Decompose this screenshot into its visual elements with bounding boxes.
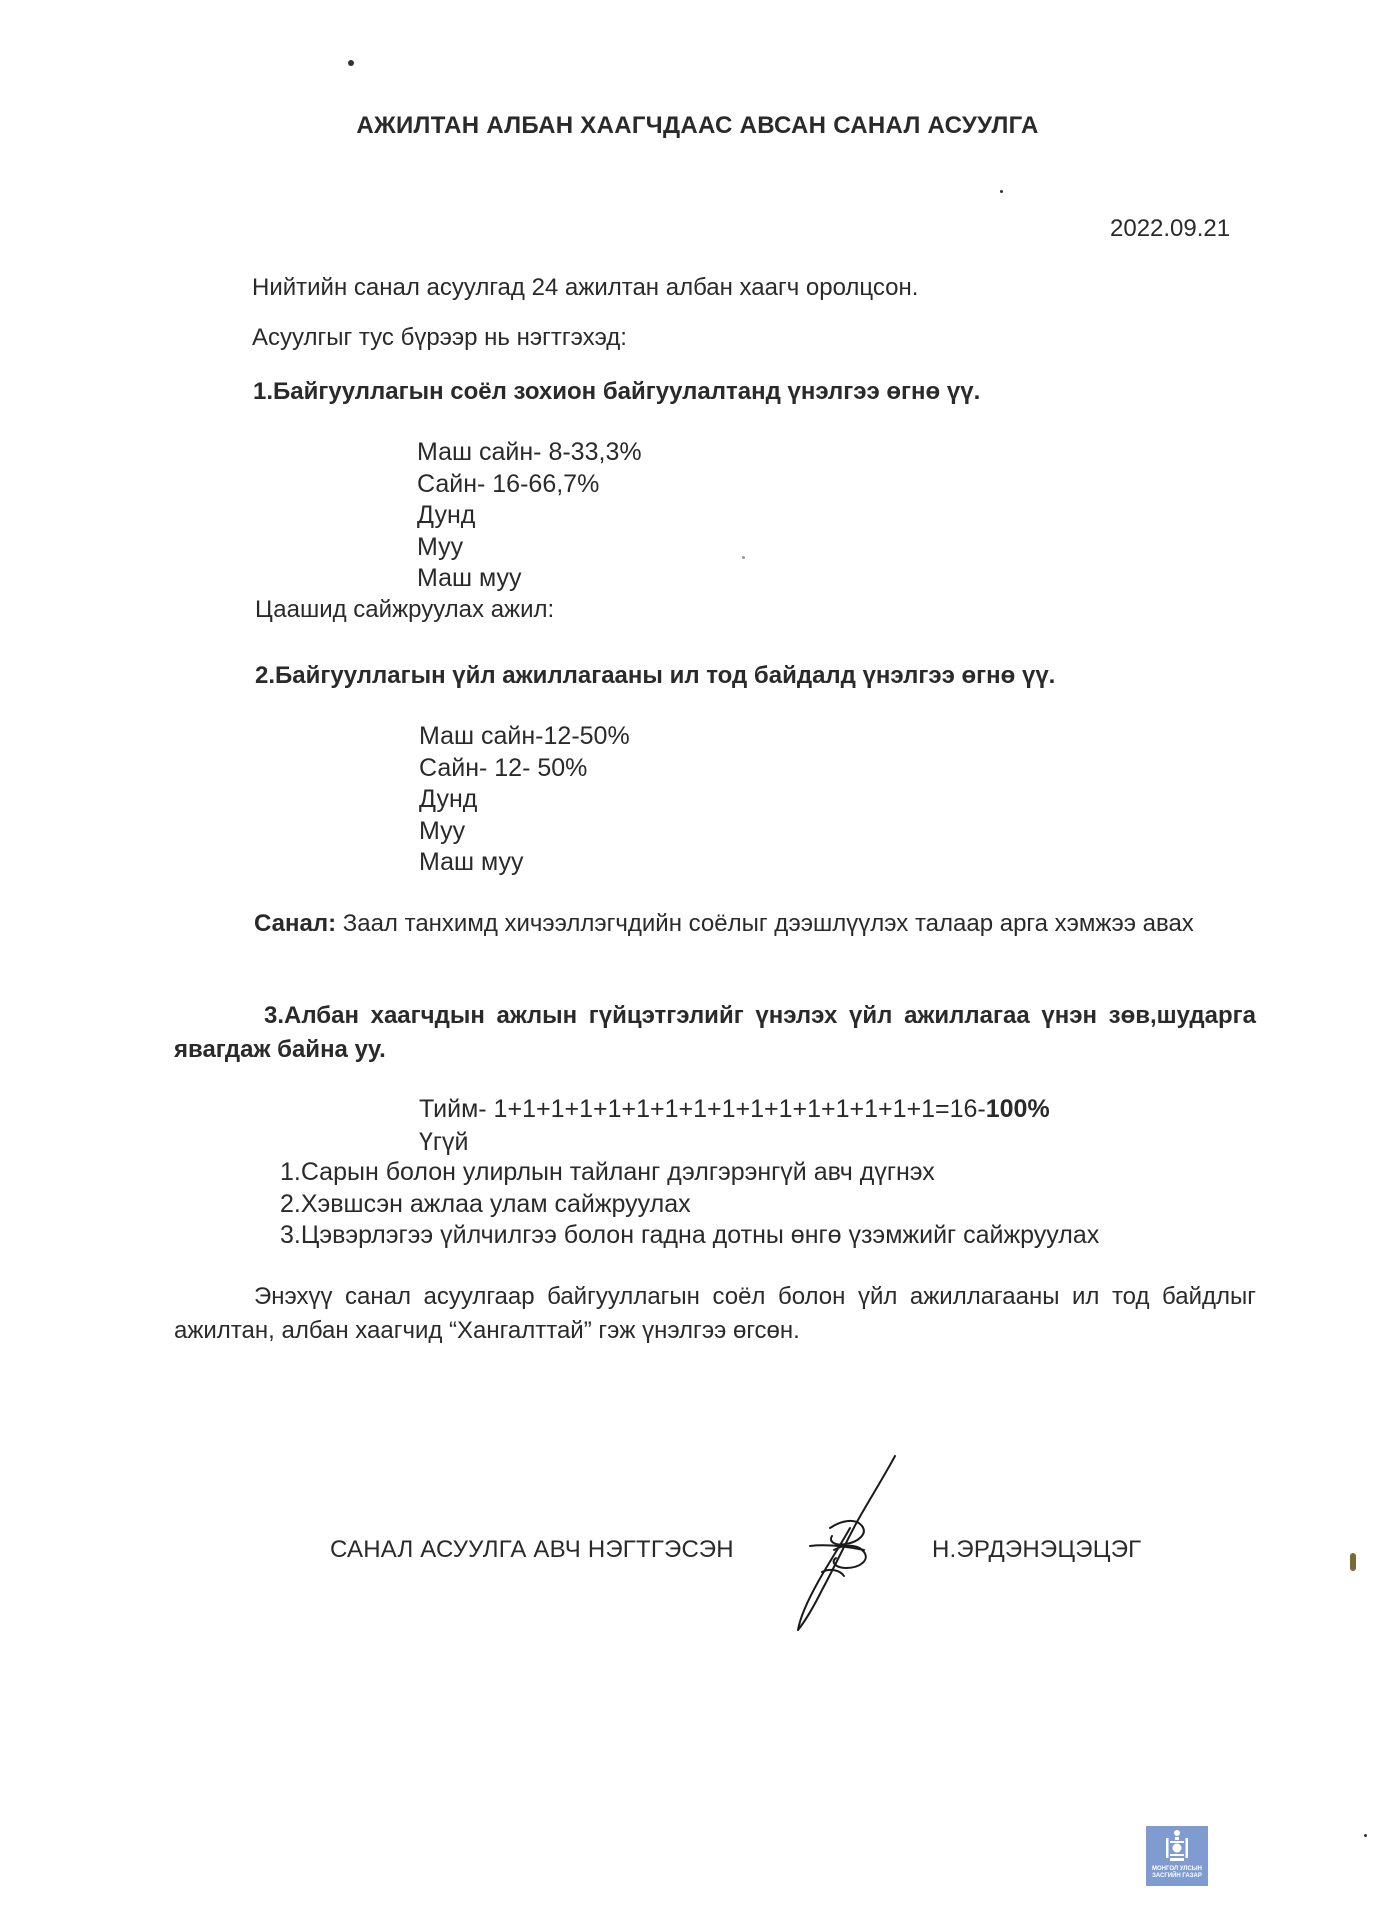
q3-improvement-list xyxy=(280,1157,1099,1252)
q3-item-3: 3.Цэвэрлэгээ үйлчилгээ болон гадна дотны өнгө үзэмжийг сайжруулах xyxy=(280,1221,1100,1249)
q2-option-average: Дунд xyxy=(419,785,478,813)
scan-speck xyxy=(348,60,354,66)
soyombo-icon xyxy=(1146,1826,1208,1866)
q2-suggestion-label: Санал: xyxy=(254,910,337,937)
q2-option-good: Сайн- 12- 50% xyxy=(419,753,588,782)
q3-yes-tally: Тийм- 1+1+1+1+1+1+1+1+1+1+1+1+1+1+1+1=16- xyxy=(419,1095,986,1123)
question-2-options xyxy=(419,721,630,879)
q2-option-very-good: Маш сайн-12-50% xyxy=(419,722,630,750)
question-2-heading: 2.Байгууллагын үйл ажиллагааны ил тод байдалд үнэлгээ өгнө үү. xyxy=(255,662,1056,689)
q2-option-bad: Муу xyxy=(419,816,466,845)
conclusion-paragraph: Энэхүү санал асуулгаар байгууллагын соёл болон үйл ажиллагааны ил тод байдлыг ажилтан, албан хаагчид “Хангалттай” гэж үнэлгээ өгсөн. xyxy=(174,1283,1256,1344)
signer-name: Н.ЭРДЭНЭЦЭЦЭГ xyxy=(932,1536,1142,1563)
question-1-options xyxy=(417,437,642,595)
document-date: 2022.09.21 xyxy=(1110,215,1231,242)
intro-participants: Нийтийн санал асуулгад 24 ажилтан албан хаагч оролцсон. xyxy=(252,274,919,301)
document-title: АЖИЛТАН АЛБАН ХААГЧДААС АВСАН САНАЛ АСУУЛГА xyxy=(356,112,1039,139)
q3-item-2: 2.Хэвшсэн ажлаа улам сайжруулах xyxy=(280,1189,691,1218)
q1-option-bad: Муу xyxy=(417,532,464,561)
q1-improvement-label: Цаашид сайжруулах ажил: xyxy=(255,596,555,623)
question-1-heading: 1.Байгууллагын соёл зохион байгуулалтанд үнэлгээ өгнө үү. xyxy=(253,378,981,405)
government-emblem xyxy=(1146,1826,1208,1886)
question-3-heading: 3.Албан хаагчдын ажлын гүйцэтгэлийг үнэлэх үйл ажиллагаа үнэн зөв,шударга явагдаж байна уу. xyxy=(174,1002,1256,1063)
q1-option-average: Дунд xyxy=(417,501,476,529)
q1-option-very-bad: Маш муу xyxy=(417,564,522,592)
q3-item-1: 1.Сарын болон улирлын тайланг дэлгэрэнгүй авч дүгнэх xyxy=(280,1158,935,1186)
q1-option-good: Сайн- 16-66,7% xyxy=(417,469,600,498)
scan-speck xyxy=(742,556,745,559)
q3-yes-percent: 100% xyxy=(985,1095,1050,1123)
q2-option-very-bad: Маш муу xyxy=(419,848,524,876)
scan-speck xyxy=(1000,190,1003,193)
signature-label: САНАЛ АСУУЛГА АВЧ НЭГТГЭСЭН xyxy=(330,1536,734,1563)
scan-speck xyxy=(1364,1834,1367,1837)
q3-no-label: Үгүй xyxy=(419,1128,469,1156)
emblem-caption xyxy=(1146,1866,1208,1880)
handwritten-signature xyxy=(770,1450,910,1640)
q2-suggestion xyxy=(174,907,1256,941)
intro-summary: Асуулгыг тус бүрээр нь нэгтгэхэд: xyxy=(252,324,627,351)
emblem-caption-line-2: ЗАСГИЙН ГАЗАР xyxy=(1152,1873,1202,1879)
q2-suggestion-text: Заал танхимд хичээллэгчдийн соёлыг дээшлүүлэх талаар арга хэмжээ авах xyxy=(342,910,1194,937)
scan-speck xyxy=(1350,1553,1356,1571)
q1-option-very-good: Маш сайн- 8-33,3% xyxy=(417,438,642,466)
q3-yes-row xyxy=(419,1094,1050,1126)
emblem-caption-line-1: МОНГОЛ УЛСЫН xyxy=(1152,1866,1202,1872)
